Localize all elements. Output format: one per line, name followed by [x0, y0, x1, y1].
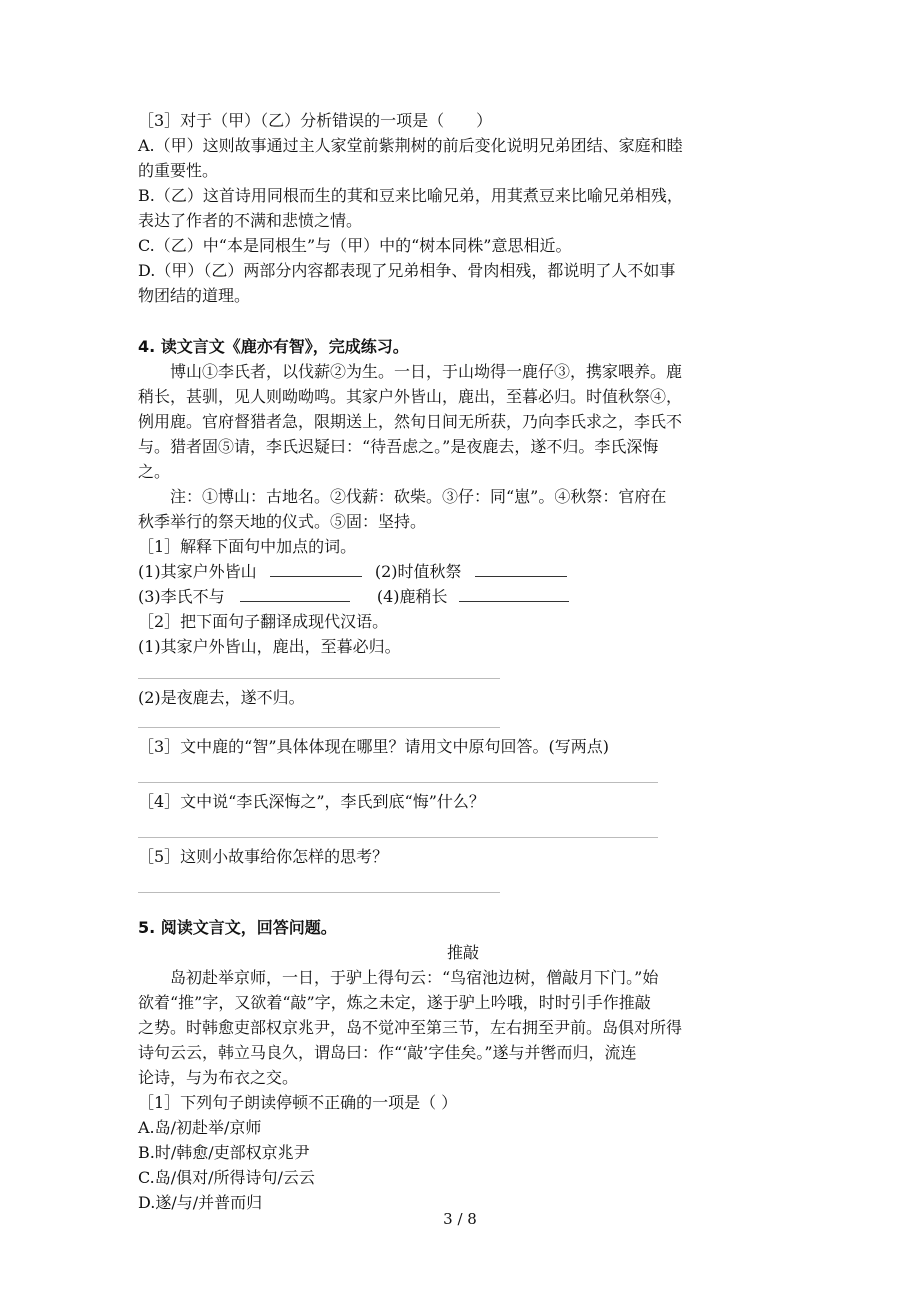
- q5-sub1-question: ［1］下列句子朗读停顿不正确的一项是（ ）: [138, 1093, 458, 1112]
- answer-line[interactable]: [138, 781, 658, 783]
- q5-passage-line5: 论诗，与为布衣之交。: [138, 1068, 299, 1087]
- option-a-line2: 的重要性。: [138, 161, 219, 180]
- answer-line[interactable]: [138, 836, 658, 838]
- q5-title: 5. 阅读文言文，回答问题。: [138, 918, 337, 937]
- q4-sub1-item2: (2)时值秋祭: [374, 562, 462, 581]
- q5-passage-line1: 岛初赴举京师，一日，于驴上得句云：“鸟宿池边树，僧敲月下门。”始: [170, 968, 659, 987]
- q4-sub4-question: ［4］文中说“李氏深悔之”，李氏到底“悔”什么？: [138, 792, 485, 811]
- option-b-line1: B.（乙）这首诗用同根而生的萁和豆来比喻兄弟，用萁煮豆来比喻兄弟相残，: [138, 186, 683, 205]
- q3-sub3-question: ［3］对于（甲）（乙）分析错误的一项是（ ）: [138, 111, 493, 130]
- q5-option-c: C.岛/俱对/所得诗句/云云: [138, 1168, 315, 1187]
- q4-sub1-item3: (3)李氏不与: [138, 587, 225, 606]
- q4-sub1-item1: (1)其家户外皆山: [138, 562, 257, 581]
- option-d-line1: D.（甲）（乙）两部分内容都表现了兄弟相争、骨肉相残，都说明了人不如事: [138, 261, 676, 280]
- q4-block: [138, 334, 788, 893]
- answer-blank[interactable]: [459, 585, 569, 602]
- q4-sub2-item1: (1)其家户外皆山，鹿出，至暮必归。: [138, 637, 401, 656]
- answer-line[interactable]: [138, 726, 500, 728]
- q4-sub1-item4: (4)鹿稍长: [376, 587, 448, 606]
- q5-block: [138, 915, 788, 1215]
- q5-passage-line4: 诗句云云，韩立马良久，谓岛曰：作“‘敲’字佳矣。”遂与并辔而归，流连: [138, 1043, 637, 1062]
- q4-sub2-item2: (2)是夜鹿去，遂不归。: [138, 688, 305, 707]
- q4-note-line2: 秋季举行的祭天地的仪式。⑤固：坚持。: [138, 512, 427, 531]
- q3-sub3-block: [138, 108, 788, 308]
- q5-passage-line3: 之势。时韩愈吏部权京兆尹，岛不觉冲至第三节，左右拥至尹前。岛俱对所得: [138, 1018, 683, 1037]
- q4-sub1-row2: [138, 584, 788, 609]
- page-number: 3 / 8: [443, 1210, 477, 1228]
- q4-sub3-question: ［3］文中鹿的“智”具体体现在哪里？请用文中原句回答。(写两点): [138, 737, 610, 756]
- q4-passage-line3: 例用鹿。官府督猎者急，限期送上，然旬日间无所获，乃向李氏求之，李氏不: [138, 412, 683, 431]
- q4-passage-line1: 博山①李氏者，以伐薪②为生。一日，于山坳得一鹿仔③，携家喂养。鹿: [170, 362, 683, 381]
- q4-passage-line2: 稍长，甚驯，见人则呦呦鸣。其家户外皆山，鹿出，至暮必归。时值秋祭④，: [138, 387, 683, 406]
- q4-sub2-question: ［2］把下面句子翻译成现代汉语。: [138, 612, 389, 631]
- q5-passage-line2: 欲着“推”字，又欲着“敲”字，炼之未定，遂于驴上吟哦，时时引手作推敲: [138, 993, 651, 1012]
- answer-line[interactable]: [138, 677, 500, 679]
- q5-option-b: B.时/韩愈/吏部权京兆尹: [138, 1143, 310, 1162]
- q4-passage-line5: 之。: [138, 462, 171, 481]
- document-body: [138, 108, 788, 1215]
- option-a-line1: A.（甲）这则故事通过主人家堂前紫荆树的前后变化说明兄弟团结、家庭和睦: [138, 136, 683, 155]
- answer-blank[interactable]: [240, 585, 350, 602]
- answer-blank[interactable]: [475, 560, 567, 577]
- q4-title: 4. 读文言文《鹿亦有智》，完成练习。: [138, 337, 409, 356]
- q4-passage-line4: 与。猎者固⑤请，李氏迟疑曰：“待吾虑之。”是夜鹿去，遂不归。李氏深悔: [138, 437, 659, 456]
- q4-sub5-question: ［5］这则小故事给你怎样的思考？: [138, 847, 389, 866]
- option-c: C.（乙）中“本是同根生”与（甲）中的“树本同株”意思相近。: [138, 236, 572, 255]
- answer-blank[interactable]: [270, 560, 362, 577]
- option-b-line2: 表达了作者的不满和悲愤之情。: [138, 211, 363, 230]
- q4-sub1-question: ［1］解释下面句中加点的词。: [138, 537, 357, 556]
- q4-sub1-row1: [138, 559, 788, 584]
- q5-option-d: D.遂/与/并普而归: [138, 1193, 263, 1212]
- option-d-line2: 物团结的道理。: [138, 286, 251, 305]
- q5-option-a: A.岛/初赴举/京师: [138, 1118, 262, 1137]
- q5-passage-title: 推敲: [446, 943, 479, 962]
- answer-line[interactable]: [138, 891, 500, 893]
- q4-note-line1: 注：①博山：古地名。②伐薪：砍柴。③仔：同“崽”。④秋祭：官府在: [170, 487, 667, 506]
